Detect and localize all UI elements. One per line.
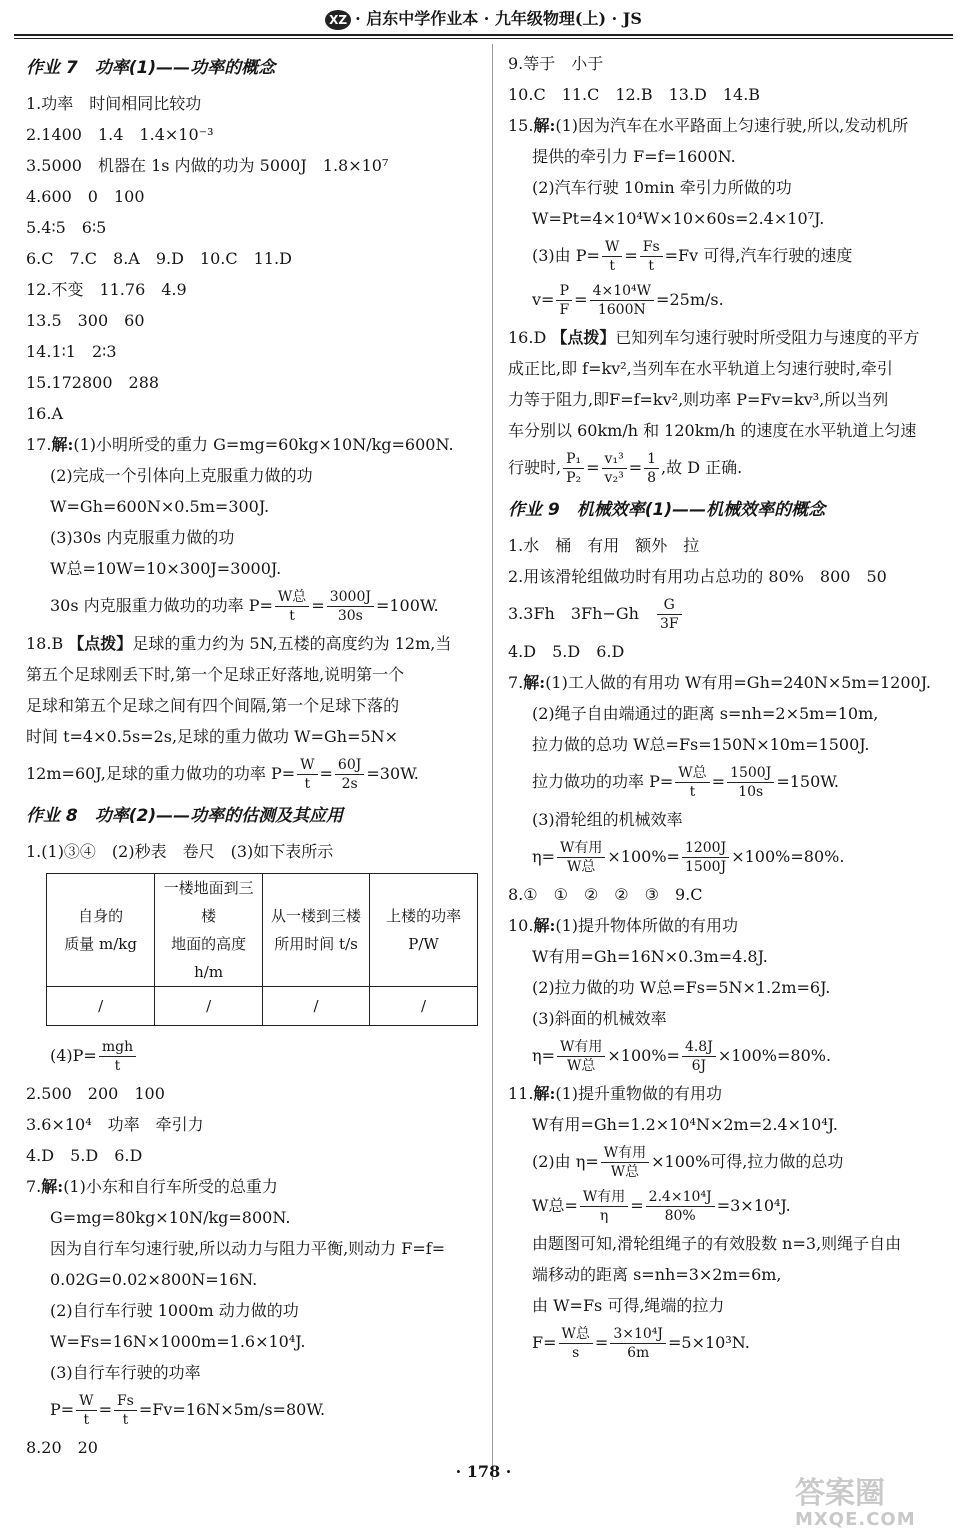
solution-line: (1)工人做的有用功 W有用=Gh=240N×5m=1200J. (545, 673, 931, 692)
numerator: 60J (335, 756, 364, 775)
denominator: t (114, 1058, 121, 1074)
fraction (99, 1038, 136, 1075)
formula-text: ×100%=80%. (717, 1046, 832, 1065)
hint-mark: 【点拨】 (551, 328, 616, 347)
solution-mark: 解: (51, 435, 74, 454)
watermark-text: 答案圈 (795, 1476, 885, 1511)
fraction (601, 1144, 649, 1181)
formula-text: =25m/s. (656, 290, 724, 309)
numerator: P (556, 282, 572, 301)
hint-line: 足球和第五个足球之间有四个间隔,第一个足球下落的 (26, 696, 400, 715)
denominator: t (289, 608, 295, 624)
numerator: W (76, 1392, 96, 1411)
page-header (0, 6, 967, 36)
denominator: t (83, 1412, 90, 1428)
denominator: P₂ (566, 470, 582, 486)
watermark-url: MXQE.COM (795, 1509, 916, 1530)
fraction (275, 588, 309, 625)
solution-line: (1)因为汽车在水平路面上匀速行驶,所以,发动机所 (555, 116, 909, 135)
solution-mark: 解: (523, 673, 546, 692)
question-16 (508, 322, 950, 490)
hint-mark: 【点拨】 (68, 634, 133, 653)
table-cell: / (155, 987, 263, 1026)
formula-text: (2)由 η= (532, 1152, 599, 1171)
solution-line: 端移动的距离 s=nh=3×2m=6m, (532, 1265, 782, 1284)
fraction (675, 764, 709, 801)
section-title-7: 作业 7 功率(1)——功率的概念 (26, 58, 276, 78)
hint-line: 车分别以 60km/h 和 120km/h 的速度在水平轨道上匀速 (508, 421, 917, 440)
q-number: 11. (508, 1084, 534, 1103)
numerator: Fs (114, 1392, 137, 1411)
denominator: 30s (337, 608, 363, 624)
equals: = (311, 596, 325, 615)
numerator: 3×10⁴J (610, 1325, 666, 1344)
formula-text: =3×10⁴J. (716, 1196, 791, 1215)
formula-line (26, 752, 478, 796)
numerator: W有用 (557, 839, 605, 858)
solution-line: 由 W=Fs 可得,绳端的拉力 (532, 1296, 725, 1315)
answer-line: 4.D 5.D 6.D (26, 1146, 143, 1165)
hint-line: 成正比,即 f=kv²,当列车在水平轨道上匀速行驶时,牵引 (508, 359, 893, 378)
question-18 (26, 628, 478, 796)
hint-line: 足球的重力约为 5N,五楼的高度约为 12m,当 (132, 634, 452, 653)
formula-text: =30W. (366, 764, 419, 783)
fraction (590, 282, 654, 319)
equals: = (319, 764, 333, 783)
fraction (563, 450, 584, 487)
q-number: 7. (508, 673, 524, 692)
formula-text: η= (532, 1046, 555, 1065)
table-cell: / (370, 987, 478, 1026)
denominator: s (572, 1345, 580, 1361)
solution-line: 提供的牵引力 F=f=1600N. (532, 147, 736, 166)
equals: = (711, 772, 726, 791)
header-text: 从一楼到三楼 (271, 907, 362, 925)
denominator: t (648, 258, 654, 274)
table-cell: / (47, 987, 155, 1026)
formula-text: v= (532, 290, 555, 309)
column-divider (492, 44, 493, 1480)
denominator: 1600N (597, 302, 646, 318)
solution-line: (3)30s 内克服重力做的功 (50, 528, 235, 547)
formula-line (508, 278, 950, 322)
equals: = (586, 458, 600, 477)
equals: = (594, 1333, 609, 1352)
answer-line: 10.C 11.C 12.B 13.D 14.B (508, 85, 761, 104)
solution-line: W=Pt=4×10⁴W×10×60s=2.4×10⁷J. (532, 209, 825, 228)
question-15 (508, 110, 950, 322)
q-number: 10. (508, 916, 534, 935)
numerator: W有用 (557, 1038, 605, 1057)
denominator: t (122, 1412, 129, 1428)
numerator: 1200J (682, 839, 729, 858)
numerator: W总 (275, 588, 309, 607)
header-text: 地面的高度 h/m (171, 935, 247, 981)
q-number: 18.B (26, 634, 64, 653)
fraction (727, 764, 774, 801)
formula-line (508, 835, 950, 879)
formula-text: =5×10³N. (668, 1333, 750, 1352)
fraction (557, 839, 605, 876)
numerator: W总 (559, 1325, 593, 1344)
question-10 (508, 910, 950, 1078)
denominator: W总 (567, 859, 596, 875)
table-header-cell (262, 874, 369, 987)
book-title: · 启东中学作业本 · 九年级物理(上) · JS (355, 9, 642, 28)
numerator: W有用 (601, 1144, 649, 1163)
formula-text: (3)由 P= (532, 246, 600, 265)
numerator: W (602, 238, 622, 257)
denominator: 3F (659, 616, 679, 632)
solution-line: W=Gh=600N×0.5m=300J. (50, 497, 270, 516)
formula-text: F= (532, 1333, 557, 1352)
numerator: 1500J (727, 764, 774, 783)
answer-line: 8.① ① ② ② ③ 9.C (508, 885, 703, 904)
data-table (46, 873, 478, 1026)
solution-line: W有用=Gh=16N×0.3m=4.8J. (532, 947, 768, 966)
header-text: 质量 m/kg (64, 935, 137, 953)
answer-line: 6.C 7.C 8.A 9.D 10.C 11.D (26, 249, 292, 268)
q-number: 16.D (508, 328, 547, 347)
q-number: 17. (26, 435, 52, 454)
fraction (610, 1325, 666, 1362)
section-title-9: 作业 9 机械效率(1)——机械效率的概念 (508, 500, 826, 520)
formula-line (508, 446, 950, 490)
denominator: F (559, 302, 570, 318)
answer-line: 8.20 20 (26, 1438, 98, 1457)
hint-line: 时间 t=4×0.5s=2s,足球的重力做功 W=Gh=5N× (26, 727, 399, 746)
numerator: W (297, 756, 317, 775)
watermark (795, 1478, 955, 1530)
equals: = (624, 246, 638, 265)
fraction (602, 238, 622, 275)
question-7-s8 (26, 1171, 478, 1432)
answer-line: 13.5 300 60 (26, 311, 145, 330)
solution-line: (1)小明所受的重力 G=mg=60kg×10N/kg=600N. (73, 435, 454, 454)
fraction (682, 1038, 716, 1075)
numerator: 2.4×10⁴J (646, 1188, 715, 1207)
formula-line (508, 1321, 950, 1365)
answer-line: 4.D 5.D 6.D (508, 642, 625, 661)
formula-text: W总= (532, 1196, 578, 1215)
numerator: W有用 (580, 1188, 628, 1207)
answer-line: 16.A (26, 404, 63, 423)
denominator: W总 (610, 1164, 640, 1180)
formula-text: =150W. (776, 772, 839, 791)
table-header-cell (47, 874, 155, 987)
denominator: t (609, 258, 615, 274)
solution-line: (2)完成一个引体向上克服重力做的功 (50, 466, 313, 485)
question-7-s9 (508, 667, 950, 879)
denominator: W总 (567, 1058, 596, 1074)
right-column (508, 48, 950, 1365)
solution-line: (3)斜面的机械效率 (532, 1009, 667, 1028)
question-17 (26, 429, 478, 628)
numerator: mgh (99, 1038, 136, 1057)
table-cell: / (262, 987, 369, 1026)
answer-line: 12.不变 11.76 4.9 (26, 280, 187, 299)
denominator: t (689, 784, 696, 800)
formula-text: =100W. (375, 596, 439, 615)
solution-line: 0.02G=0.02×800N=16N. (50, 1270, 258, 1289)
solution-line: 拉力做的总功 W总=Fs=150N×10m=1500J. (532, 735, 870, 754)
formula-text: 3.3Fh 3Fh−Gh (508, 604, 655, 623)
answer-line: 2.用该滑轮组做功时有用功占总功的 80% 800 50 (508, 567, 887, 586)
solution-line: 因为自行车匀速行驶,所以动力与阻力平衡,则动力 F=f= (50, 1239, 446, 1258)
fraction (644, 450, 659, 487)
solution-line: W=Fs=16N×1000m=1.6×10⁴J. (50, 1332, 306, 1351)
solution-mark: 解: (41, 1177, 64, 1196)
numerator: P₁ (563, 450, 584, 469)
header-rule (14, 34, 953, 36)
table-header-cell (370, 874, 478, 987)
numerator: 4.8J (682, 1038, 716, 1057)
answer-line: 5.4∶5 6∶5 (26, 218, 107, 237)
header-text: 上楼的功率 (386, 907, 462, 925)
solution-line: W总=10W=10×300J=3000J. (50, 559, 282, 578)
answer-line: 1.水 桶 有用 额外 拉 (508, 536, 700, 555)
numerator: 4×10⁴W (590, 282, 654, 301)
header-text: P/W (408, 935, 439, 953)
equals: = (628, 458, 643, 477)
q-number: 7. (26, 1177, 42, 1196)
fraction (602, 450, 627, 487)
formula-line (26, 1388, 478, 1432)
denominator: 6m (627, 1345, 650, 1361)
formula-text: η= (532, 847, 555, 866)
answer-line: 15.172800 288 (26, 373, 160, 392)
numerator: v₁³ (602, 450, 627, 469)
solution-line: G=mg=80kg×10N/kg=800N. (50, 1208, 291, 1227)
header-rule-thin (14, 38, 953, 39)
numerator: W总 (675, 764, 709, 783)
solution-line: (1)提升物体所做的有用功 (555, 916, 739, 935)
formula-text: 行驶时, (508, 458, 562, 477)
fraction (335, 756, 364, 793)
formula-text: 12m=60J,足球的重力做功的功率 P= (26, 764, 296, 783)
solution-line: (2)自行车行驶 1000m 动力做的功 (50, 1301, 299, 1320)
answer-line: 4.600 0 100 (26, 187, 145, 206)
formula-line (508, 760, 950, 804)
left-column (26, 48, 478, 1463)
numerator: Fs (640, 238, 663, 257)
solution-line: (1)小东和自行车所受的总重力 (63, 1177, 278, 1196)
solution-mark: 解: (533, 916, 556, 935)
formula-line (508, 592, 950, 636)
publisher-logo: XZ (325, 10, 351, 30)
section-title-8: 作业 8 功率(2)——功率的估测及其应用 (26, 806, 344, 826)
fraction (557, 1038, 605, 1075)
fraction (297, 756, 317, 793)
fraction (556, 282, 572, 319)
formula-text: (4)P= (50, 1046, 97, 1065)
formula-text: ×100%可得,拉力做的总功 (651, 1152, 844, 1171)
hint-line: 第五个足球刚丢下时,第一个足球正好落地,说明第一个 (26, 665, 405, 684)
answer-line: 1.功率 时间相同比较功 (26, 94, 202, 113)
equals: = (574, 290, 588, 309)
formula-line (26, 1034, 478, 1078)
denominator: t (304, 776, 311, 792)
solution-line: (1)提升重物做的有用功 (555, 1084, 723, 1103)
denominator: η (599, 1208, 609, 1224)
denominator: 80% (664, 1208, 696, 1224)
answer-line: 2.1400 1.4 1.4×10⁻³ (26, 125, 214, 144)
answer-line: 3.6×10⁴ 功率 牵引力 (26, 1115, 204, 1134)
formula-text: ×100%=80%. (731, 847, 845, 866)
denominator: v₂³ (604, 470, 624, 486)
header-text: 自身的 (78, 907, 124, 925)
solution-line: (3)自行车行驶的功率 (50, 1363, 201, 1382)
equals: = (98, 1400, 112, 1419)
denominator: 1500J (684, 859, 727, 875)
formula-text: ×100%= (607, 847, 680, 866)
table-header-cell (155, 874, 263, 987)
answer-line: 3.5000 机器在 1s 内做的功为 5000J 1.8×10⁷ (26, 156, 389, 175)
numerator: G (657, 596, 682, 615)
hint-line: 力等于阻力,即F=f=kv²,则功率 P=Fv=kv³,所以当列 (508, 390, 889, 409)
denominator: 10s (738, 784, 764, 800)
fraction (580, 1188, 628, 1225)
equals: = (630, 1196, 644, 1215)
numerator: 3000J (327, 588, 374, 607)
formula-line (508, 234, 950, 278)
solution-line: (2)拉力做的功 W总=Fs=5N×1.2m=6J. (532, 978, 831, 997)
hint-line: 已知列车匀速行驶时所受阻力与速度的平方 (615, 328, 920, 347)
answer-line: 14.1∶1 2∶3 (26, 342, 117, 361)
formula-text: ×100%= (607, 1046, 680, 1065)
solution-line: W有用=Gh=1.2×10⁴N×2m=2.4×10⁴J. (532, 1115, 839, 1134)
denominator: 8 (647, 470, 657, 486)
denominator: 6J (691, 1058, 707, 1074)
fraction (682, 839, 729, 876)
formula-line (508, 1184, 950, 1228)
solution-mark: 解: (533, 1084, 556, 1103)
fraction (640, 238, 663, 275)
fraction (646, 1188, 715, 1225)
formula-line (26, 584, 478, 628)
header-text: 所用时间 t/s (274, 935, 358, 953)
solution-mark: 解: (533, 116, 556, 135)
formula-text: =Fv 可得,汽车行驶的速度 (664, 246, 853, 265)
formula-text: =Fv=16N×5m/s=80W. (138, 1400, 326, 1419)
fraction (114, 1392, 137, 1429)
answer-line: 1.(1)③④ (2)秒表 卷尺 (3)如下表所示 (26, 842, 334, 861)
solution-line: (2)汽车行驶 10min 牵引力所做的功 (532, 178, 792, 197)
formula-text: 拉力做功的功率 P= (532, 772, 674, 791)
answer-list-7 (26, 88, 478, 429)
formula-text: P= (50, 1400, 75, 1419)
fraction (657, 596, 682, 633)
header-text: 一楼地面到三楼 (163, 879, 254, 925)
q-number: 15. (508, 116, 534, 135)
formula-text: 30s 内克服重力做功的功率 P= (50, 596, 273, 615)
formula-text: ,故 D 正确. (661, 458, 743, 477)
question-11 (508, 1078, 950, 1365)
formula-line (508, 1034, 950, 1078)
answer-line: 9.等于 小于 (508, 54, 604, 73)
fraction (76, 1392, 96, 1429)
solution-line: (3)滑轮组的机械效率 (532, 810, 683, 829)
fraction (327, 588, 374, 625)
formula-line (508, 1140, 950, 1184)
solution-line: (2)绳子自由端通过的距离 s=nh=2×5m=10m, (532, 704, 879, 723)
denominator: 2s (341, 776, 358, 792)
solution-line: 由题图可知,滑轮组绳子的有效股数 n=3,则绳子自由 (532, 1234, 902, 1253)
fraction (559, 1325, 593, 1362)
numerator: 1 (644, 450, 659, 469)
page-number: · 178 · (455, 1462, 512, 1481)
answer-line: 2.500 200 100 (26, 1084, 165, 1103)
